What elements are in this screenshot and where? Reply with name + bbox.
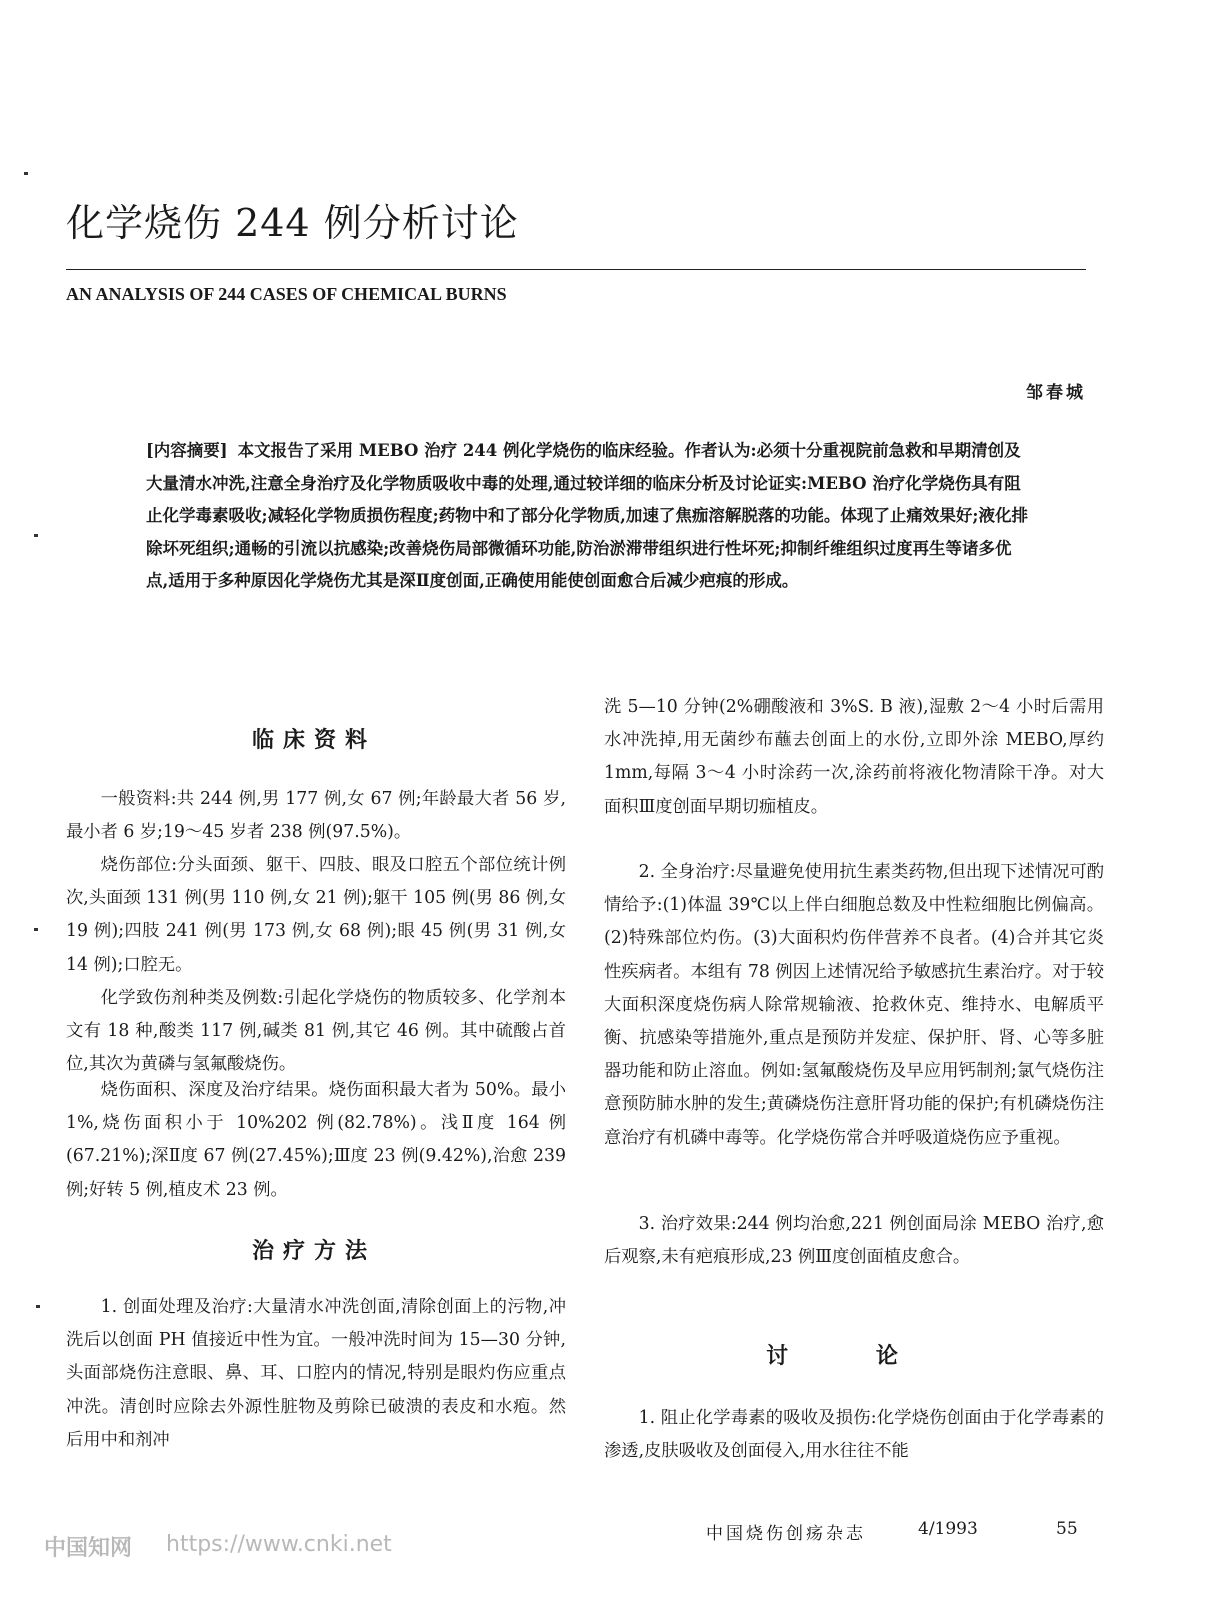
paragraph-text: 1. 创面处理及治疗:大量清水冲洗创面,清除创面上的污物,冲洗后以创面 PH 值接近中性为宜。一般冲洗时间为 15—30 分钟,头面部烧伤注意眼、鼻、耳、口腔内的情况,特别是眼灼伤应重点冲洗。清创时应除去外源性脏物及剪除已破溃的表皮和水疱。然后用中和剂冲	[66, 1297, 566, 1450]
paragraph-text: 化学致伤剂种类及例数:引起化学烧伤的物质较多、化学剂本文有 18 种,酸类 117 例,碱类 81 例,其它 46 例。其中硫酸占首位,其次为黄磷与氢氟酸烧伤。	[66, 988, 566, 1075]
paragraph-text: 烧伤部位:分头面颈、躯干、四肢、眼及口腔五个部位统计例次,头面颈 131 例(男 110 例,女 21 例);躯干 105 例(男 86 例,女 19 例);四肢 241 例(男 173 例,女 68 例);眼 45 例(男 31 例,女 14 例);口腔无。	[66, 855, 566, 975]
abstract-label: [内容摘要]	[146, 441, 228, 460]
paragraph-discussion-1	[604, 1402, 1104, 1468]
paragraph-text: 2. 全身治疗:尽量避免使用抗生素类药物,但出现下述情况可酌情给予:(1)体温 39℃以上伴白细胞总数及中性粒细胞比例偏高。(2)特殊部位灼伤。(3)大面积灼伤伴营养不良者。(4)合并其它炎性疾病者。本组有 78 例因上述情况给予敏感抗生素治疗。对于较大面积深度烧伤病人除常规输液、抢救休克、维持水、电解质平衡、抗感染等措施外,重点是预防并发症、保护肝、肾、心等多脏器功能和防止溶血。例如:氢氟酸烧伤及早应用钙制剂;氯气烧伤注意预防肺水肿的发生;黄磷烧伤注意肝肾功能的保护;有机磷烧伤注意治疗有机磷中毒等。化学烧伤常合并呼吸道烧伤应予重视。	[604, 862, 1104, 1148]
page-title: 化学烧伤 244 例分析讨论	[66, 201, 519, 245]
paragraph-area	[66, 1074, 566, 1207]
footer-issue: 4/1993	[918, 1519, 978, 1539]
footer-page-number: 55	[1056, 1519, 1078, 1539]
paragraph-text: 洗 5—10 分钟(2%硼酸液和 3%S. B 液),湿敷 2～4 小时后需用水冲洗掉,用无菌纱布蘸去创面上的水份,立即外涂 MEBO,厚约 1mm,每隔 3～4 小时涂药一次,涂药前将液化物清除干净。对大面积Ⅲ度创面早期切痂植皮。	[604, 697, 1104, 817]
paragraph-systemic	[604, 856, 1104, 1155]
paragraph-agents	[66, 982, 566, 1082]
cnki-url: https://www.cnki.net	[166, 1532, 392, 1557]
scan-speck	[34, 928, 38, 931]
abstract-text: 本文报告了采用 MEBO 治疗 244 例化学烧伤的临床经验。作者认为:必须十分重视院前急救和早期清创及大量清水冲洗,注意全身治疗及化学物质吸收中毒的处理,通过较详细的临床分析及讨论证实:MEBO 治疗化学烧伤具有阻止化学毒素吸收;减轻化学物质损伤程度;药物中和了部分化学物质,加速了焦痂溶解脱落的功能。体现了止痛效果好;液化排除坏死组织;通畅的引流以抗感染;改善烧伤局部微循环功能,防治淤滞带组织进行性坏死;抑制纤维组织过度再生等诸多优点,适用于多种原因化学烧伤尤其是深Ⅱ度创面,正确使用能使创面愈合后减少疤痕的形成。	[146, 441, 1029, 591]
abstract-block	[146, 435, 1032, 598]
paragraph-general	[66, 783, 566, 849]
english-title: AN ANALYSIS OF 244 CASES OF CHEMICAL BURNS	[66, 284, 507, 304]
cnki-logo: 中国知网	[44, 1536, 133, 1561]
scan-speck	[24, 172, 28, 175]
section-heading-clinical: 临床资料	[251, 728, 376, 753]
paragraph-wound-cont	[604, 691, 1104, 824]
paragraph-text: 烧伤面积、深度及治疗结果。烧伤面积最大者为 50%。最小 1%,烧伤面积小于 10%202 例(82.78%)。浅Ⅱ度 164 例(67.21%);深Ⅱ度 67 例(27.45%);Ⅲ度 23 例(9.42%),治愈 239 例;好转 5 例,植皮术 23 例。	[66, 1080, 566, 1200]
scan-speck	[34, 534, 38, 537]
paragraph-text: 1. 阻止化学毒素的吸收及损伤:化学烧伤创面由于化学毒素的渗透,皮肤吸收及创面侵入,用水往往不能	[604, 1408, 1104, 1462]
paragraph-effect	[604, 1208, 1104, 1274]
paragraph-text: 一般资料:共 244 例,男 177 例,女 67 例;年龄最大者 56 岁,最小者 6 岁;19～45 岁者 238 例(97.5%)。	[66, 789, 566, 843]
section-heading-discussion: 讨 论	[766, 1344, 938, 1369]
scan-speck	[36, 1305, 40, 1308]
title-divider	[66, 269, 1086, 270]
paragraph-site	[66, 849, 566, 982]
paragraph-wound	[66, 1291, 566, 1457]
author-name: 邹春城	[1026, 383, 1086, 403]
footer-journal-name: 中国烧伤创疡杂志	[706, 1524, 866, 1544]
paragraph-text: 3. 治疗效果:244 例均治愈,221 例创面局涂 MEBO 治疗,愈后观察,未有疤痕形成,23 例Ⅲ度创面植皮愈合。	[604, 1214, 1104, 1268]
section-heading-treatment: 治疗方法	[251, 1239, 376, 1264]
